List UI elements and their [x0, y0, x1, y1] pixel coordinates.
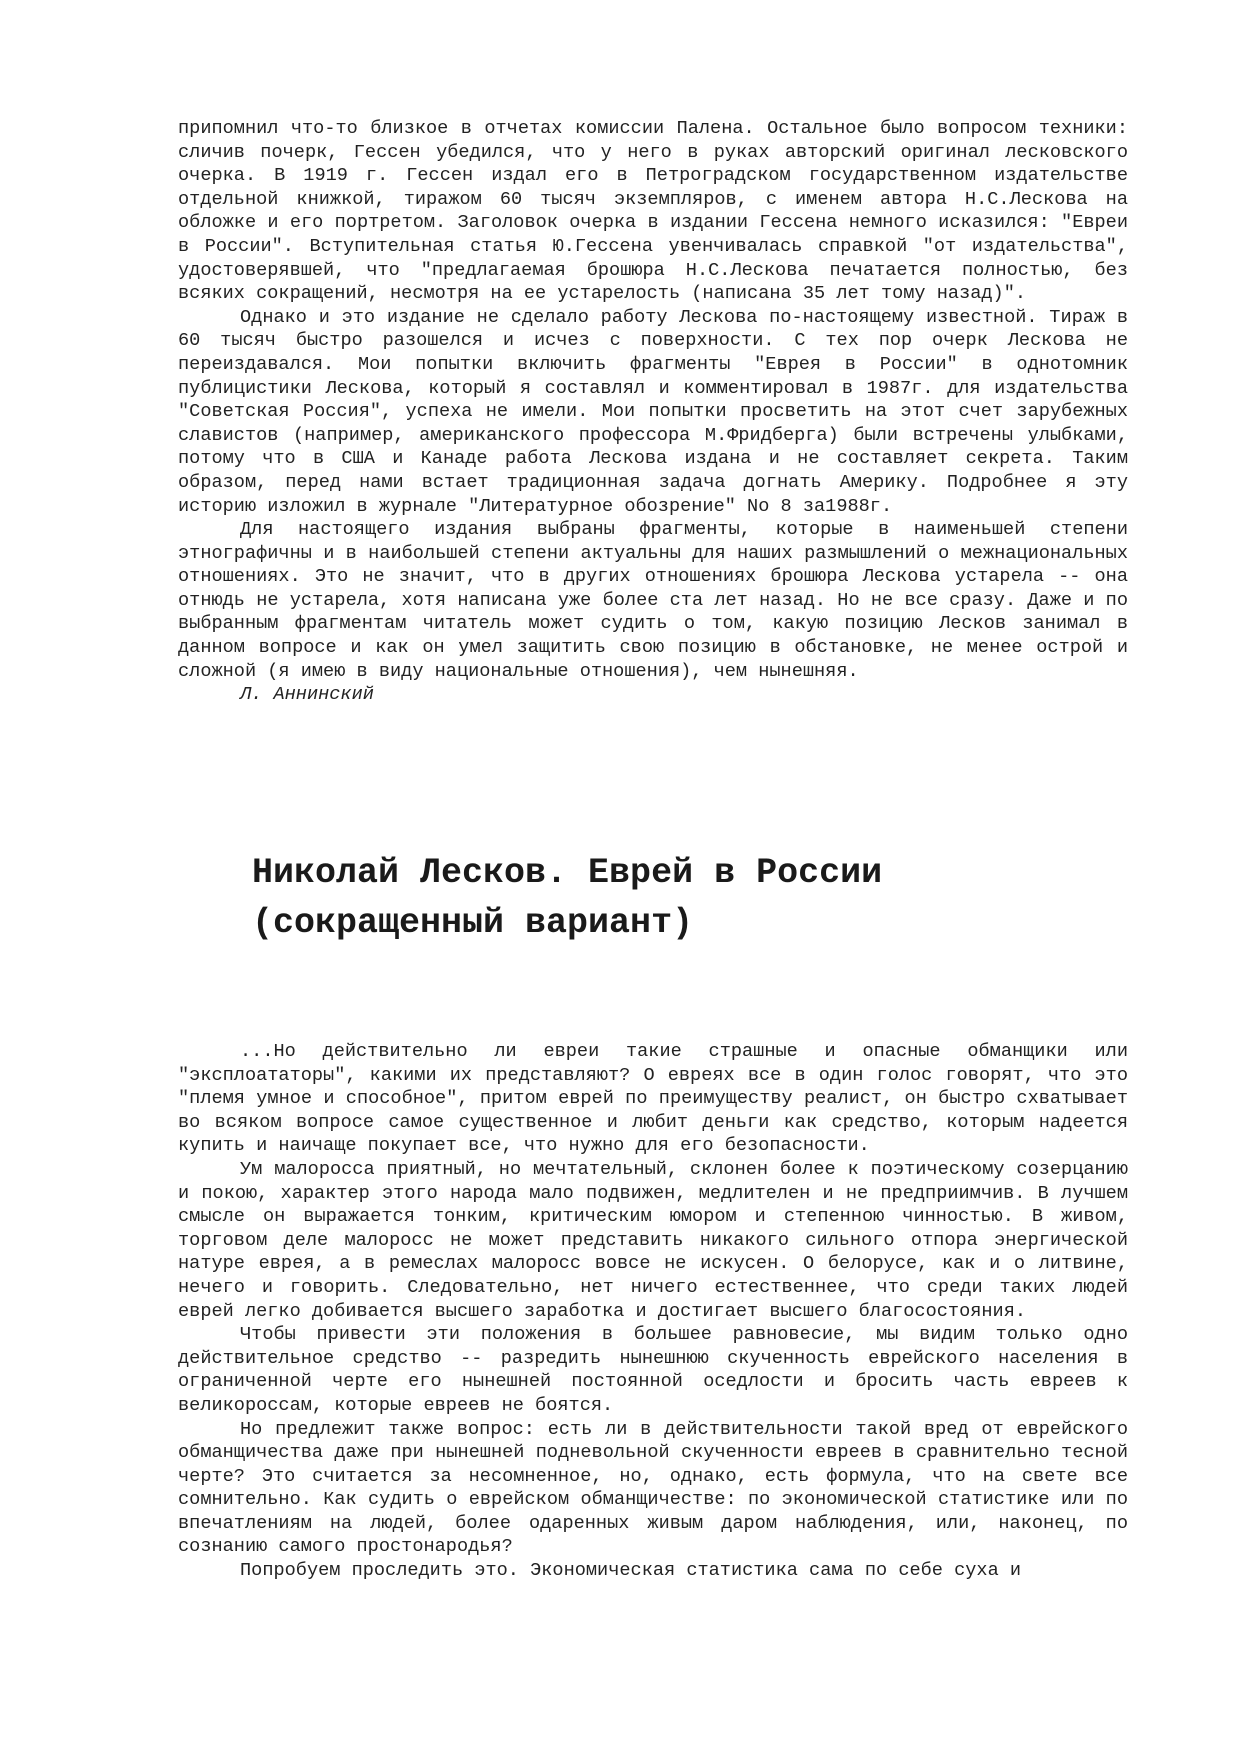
intro-paragraph-2: Однако и это издание не сделало работу Лескова по-настоящему известной. Тираж в 60 тысяч быстро разошелся и исчез с поверхности. С тех пор очерк Лескова не переиздавался. Мои попытки включить фрагменты "Еврея в России" в однотомник публицистики Лескова, который я составлял и комментировал в 1987г. для издательства "Советская Россия", успеха не имели. Мои попытки просветить на этот счет зарубежных славистов (например, американского профессора М.Фридберга) были встречены улыбками, потому что в США и Канаде работа Лескова издана и не составляет секрета. Таким образом, перед нами встает традиционная задача догнать Америку. Подробнее я эту историю изложил в журнале "Литературное обозрение" No 8 за1988г. — [178, 306, 1128, 517]
author-signature: Л. Аннинский — [240, 684, 374, 706]
main-paragraph-4: Но предлежит также вопрос: есть ли в действительности такой вред от еврейского обманщичества даже при нынешней подневольной скученности евреев в сравнительно тесной черте? Это считается за несомненное, но, однако, есть формула, что на свете все сомнительно. Как судить о еврейском обманщичестве: по экономической статистике или по впечатлениям на людей, более одаренных живым даром наблюдения, или, наконец, по сознанию самого простонародья? — [178, 1418, 1128, 1558]
intro-paragraph-1: припомнил что-то близкое в отчетах комиссии Палена. Остальное было вопросом техники: сличив почерк, Гессен убедился, что у него в руках авторский оригинал лесковского очерка. В 1919 г. Гессен издал его в Петроградском государственном издательстве отдельной книжкой, тиражом 60 тысяч экземпляров, с именем автора Н.С.Лескова на обложке и его портретом. Заголовок очерка в издании Гессена немного исказился: "Евреи в России". Вступительная статья Ю.Гессена увенчивалась справкой "от издательства", удостоверявшей, что "предлагаемая брошюра Н.С.Лескова печатается полностью, без всяких сокращений, несмотря на ее устарелость (написана 35 лет тому назад)". — [178, 118, 1128, 305]
chapter-title-line-1: Николай Лесков. Еврей в России — [252, 853, 883, 893]
main-paragraph-5: Попробуем проследить это. Экономическая статистика сама по себе суха и — [240, 1560, 1022, 1582]
main-text-section — [178, 1040, 1128, 1583]
main-paragraph-2: Ум малоросса приятный, но мечтательный, склонен более к поэтическому созерцанию и покою, характер этого народа мало подвижен, медлителен и не предприимчив. В лучшем смысле он выражается тонким, критическим юмором и степенною чинностью. В живом, торговом деле малоросс не может представить никакого сильного отпора энергической натуре еврея, а в ремеслах малоросс вовсе не искусен. О белорусе, как и о литвине, нечего и говорить. Следовательно, нет ничего естественнее, что среди таких людей еврей легко добивается высшего заработка и достигает высшего благосостояния. — [178, 1158, 1128, 1322]
chapter-title — [252, 848, 1112, 948]
main-paragraph-3: Чтобы привести эти положения в большее равновесие, мы видим только одно действительное средство -- разредить нынешнюю скученность еврейского населения в ограниченной черте его нынешней постоянной оседлости и бросить часть евреев к великороссам, которые евреев не боятся. — [178, 1324, 1128, 1416]
main-paragraph-1: ...Но действительно ли евреи такие страшные и опасные обманщики или "эксплоататоры", какими их представляют? О евреях все в один голос говорят, что это "племя умное и способное", притом еврей по преимуществу реалист, он быстро схватывает во всяком вопросе самое существенное и любит деньги как средство, которым надеется купить и наичаще покупает все, что нужно для его безопасности. — [178, 1041, 1128, 1157]
intro-section — [178, 117, 1128, 707]
intro-paragraph-3: Для настоящего издания выбраны фрагменты, которые в наименьшей степени этнографичны и в наибольшей степени актуальны для наших размышлений о межнациональных отношениях. Это не значит, что в других отношениях брошюра Лескова устарела -- она отнюдь не устарела, хотя написана уже более ста лет назад. Но не все сразу. Даже и по выбранным фрагментам читатель может судить о том, какую позицию Лесков занимал в данном вопросе и как он умел защитить свою позицию в обстановке, не менее острой и сложной (я имею в виду национальные отношения), чем нынешняя. — [178, 519, 1128, 682]
chapter-title-line-2: (сокращенный вариант) — [252, 903, 694, 943]
